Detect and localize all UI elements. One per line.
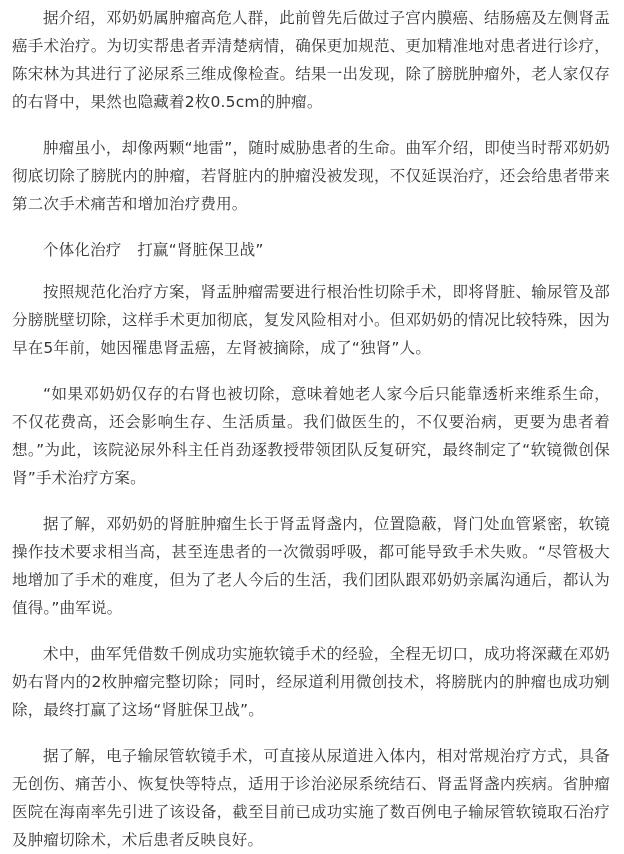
paragraph-4: “如果邓奶奶仅存的右肾也被切除，意味着她老人家今后只能靠透析来维系生命，不仅花费高，还会影响生存、生活质量。我们做医生的，不仅要治病，更要为患者着想。”为此，该院泌尿外科主任肖劲逐教授带领团队反复研究，最终制定了“软镜微创保肾”手术治疗方案。 (12, 385, 610, 487)
paragraph-3: 按照规范化治疗方案，肾盂肿瘤需要进行根治性切除手术，即将肾脏、输尿管及部分膀胱壁切除，这样手术更加彻底，复发风险相对小。但邓奶奶的情况比较特殊，因为早在5年前，她因罹患肾盂癌，左肾被摘除，成了“独肾”人。 (12, 283, 610, 357)
paragraph-2: 肿瘤虽小，却像两颗“地雷”，随时威胁患者的生命。曲军介绍，即使当时帮邓奶奶彻底切除了膀胱内的肿瘤，若肾脏内的肿瘤没被发现，不仅延误治疗，还会给患者带来第二次手术痛苦和增加治疗费用。 (12, 139, 610, 213)
section-heading: 个体化治疗 打赢“肾脏保卫战” (43, 241, 264, 259)
paragraph-1: 据介绍，邓奶奶属肿瘤高危人群，此前曾先后做过子宫内膜癌、结肠癌及左侧肾盂癌手术治疗。为切实帮患者弄清楚病情，确保更加规范、更加精准地对患者进行诊疗，陈宋林为其进行了泌尿系三维成像检查。结果一出发现，除了膀胱肿瘤外，老人家仅存的右肾中，果然也隐藏着2枚0.5cm的肿瘤。 (12, 9, 610, 111)
paragraph-7: 据了解，电子输尿管软镜手术，可直接从尿道进入体内，相对常规治疗方式，具备无创伤、痛苦小、恢复快等特点，适用于诊治泌尿系统结石、肾盂肾盏内疾病。省肿瘤医院在海南率先引进了该设备，截至目前已成功实施了数百例电子输尿管软镜取石治疗及肿瘤切除术，术后患者反映良好。 (12, 747, 610, 849)
paragraph-5: 据了解，邓奶奶的肾脏肿瘤生长于肾盂肾盏内，位置隐蔽，肾门处血管紧密，软镜操作技术要求相当高，甚至连患者的一次微弱呼吸，都可能导致手术失败。“尽管极大地增加了手术的难度，但为了老人今后的生活，我们团队跟邓奶奶亲属沟通后，都认为值得。”曲军说。 (12, 515, 610, 617)
paragraph-6: 术中，曲军凭借数千例成功实施软镜手术的经验，全程无切口，成功将深藏在邓奶奶右肾内的2枚肿瘤完整切除；同时，经尿道利用微创技术，将膀胱内的肿瘤也成功剜除，最终打赢了这场“肾脏保卫战”。 (12, 645, 610, 719)
